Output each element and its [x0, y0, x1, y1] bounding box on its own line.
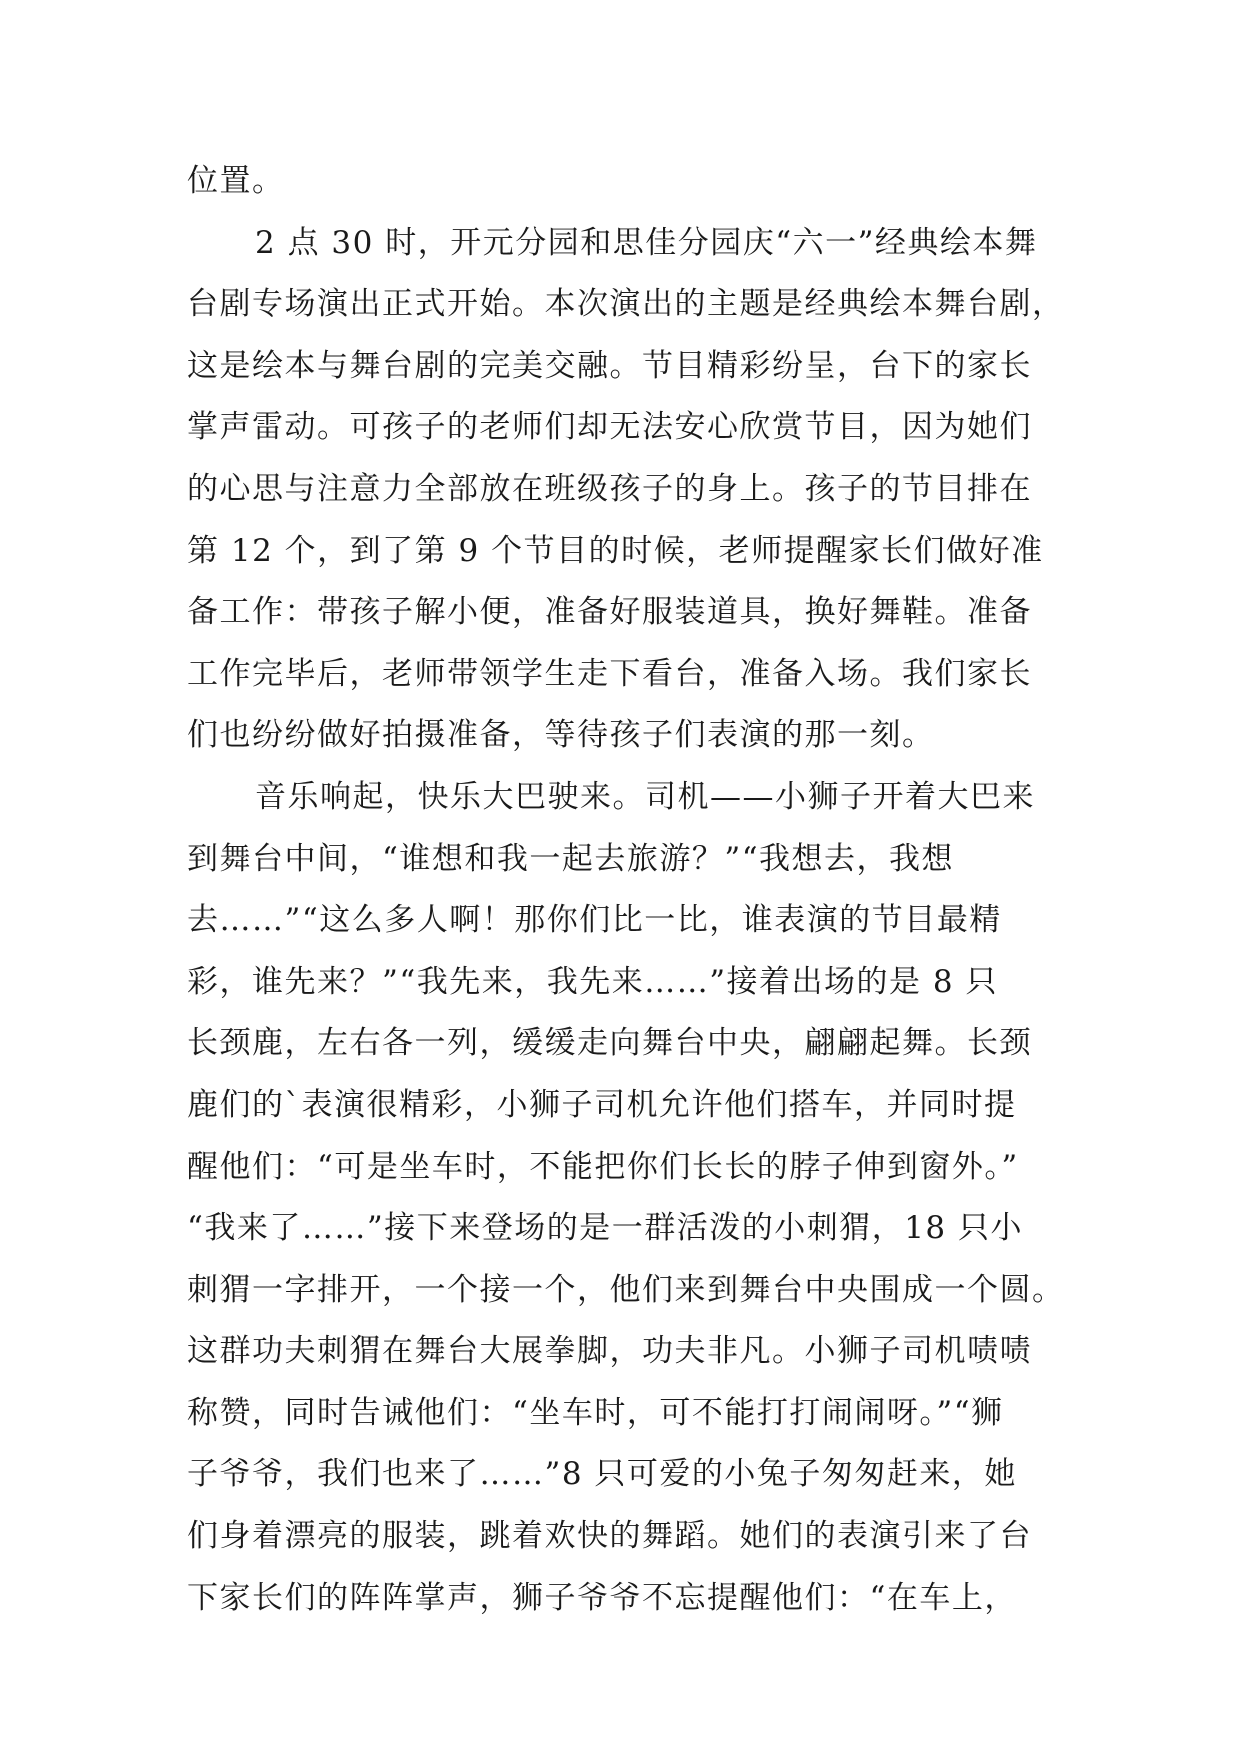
text-line: 第 12 个，到了第 9 个节目的时候，老师提醒家长们做好准 [187, 532, 1044, 569]
text-line: 这是绘本与舞台剧的完美交融。节目精彩纷呈，台下的家长 [187, 347, 1032, 384]
text-line: 们也纷纷做好拍摄准备，等待孩子们表演的那一刻。 [187, 717, 935, 754]
text-line: “我来了……”接下来登场的是一群活泼的小刺猬，18 只小 [187, 1210, 1023, 1247]
text-line: 掌声雷动。可孩子的老师们却无法安心欣赏节目，因为她们 [187, 409, 1032, 446]
text-line: 刺猬一字排开，一个接一个，他们来到舞台中央围成一个圆。 [187, 1271, 1065, 1308]
text-line: 台剧专场演出正式开始。本次演出的主题是经典绘本舞台剧， [187, 286, 1065, 323]
body-text [187, 151, 1065, 1629]
text-line: 长颈鹿，左右各一列，缓缓走向舞台中央，翩翩起舞。长颈 [187, 1025, 1032, 1062]
text-line: 们身着漂亮的服装，跳着欢快的舞蹈。她们的表演引来了台 [187, 1518, 1032, 1555]
text-line: 彩，谁先来？”“我先来，我先来……”接着出场的是 8 只 [187, 963, 998, 1000]
text-line: 称赞，同时告诫他们：“坐车时，可不能打打闹闹呀。”“狮 [187, 1394, 1004, 1431]
paragraph-first-line: 2 点 30 时，开元分园和思佳分园庆“六一”经典绘本舞 [255, 224, 1038, 261]
text-line: 位置。 [187, 163, 285, 199]
text-line: 这群功夫刺猬在舞台大展拳脚，功夫非凡。小狮子司机啧啧 [187, 1333, 1032, 1370]
text-line: 下家长们的阵阵掌声，狮子爷爷不忘提醒他们：“在车上， [187, 1579, 1017, 1616]
text-line: 到舞台中间，“谁想和我一起去旅游？”“我想去，我想 [187, 840, 955, 877]
text-line: 工作完毕后，老师带领学生走下看台，准备入场。我们家长 [187, 655, 1032, 692]
paragraph-first-line: 音乐响起，快乐大巴驶来。司机——小狮子开着大巴来 [255, 778, 1035, 815]
text-line: 子爷爷，我们也来了……”8 只可爱的小兔子匆匆赶来，她 [187, 1456, 1017, 1493]
text-line: 去……”“这么多人啊！那你们比一比，谁表演的节目最精 [187, 902, 1002, 939]
text-line: 备工作：带孩子解小便，准备好服装道具，换好舞鞋。准备 [187, 594, 1032, 631]
text-line: 鹿们的`表演很精彩，小狮子司机允许他们搭车，并同时提 [187, 1086, 1017, 1123]
text-line: 醒他们：“可是坐车时，不能把你们长长的脖子伸到窗外。” [187, 1148, 1019, 1185]
text-line: 的心思与注意力全部放在班级孩子的身上。孩子的节目排在 [187, 470, 1032, 507]
